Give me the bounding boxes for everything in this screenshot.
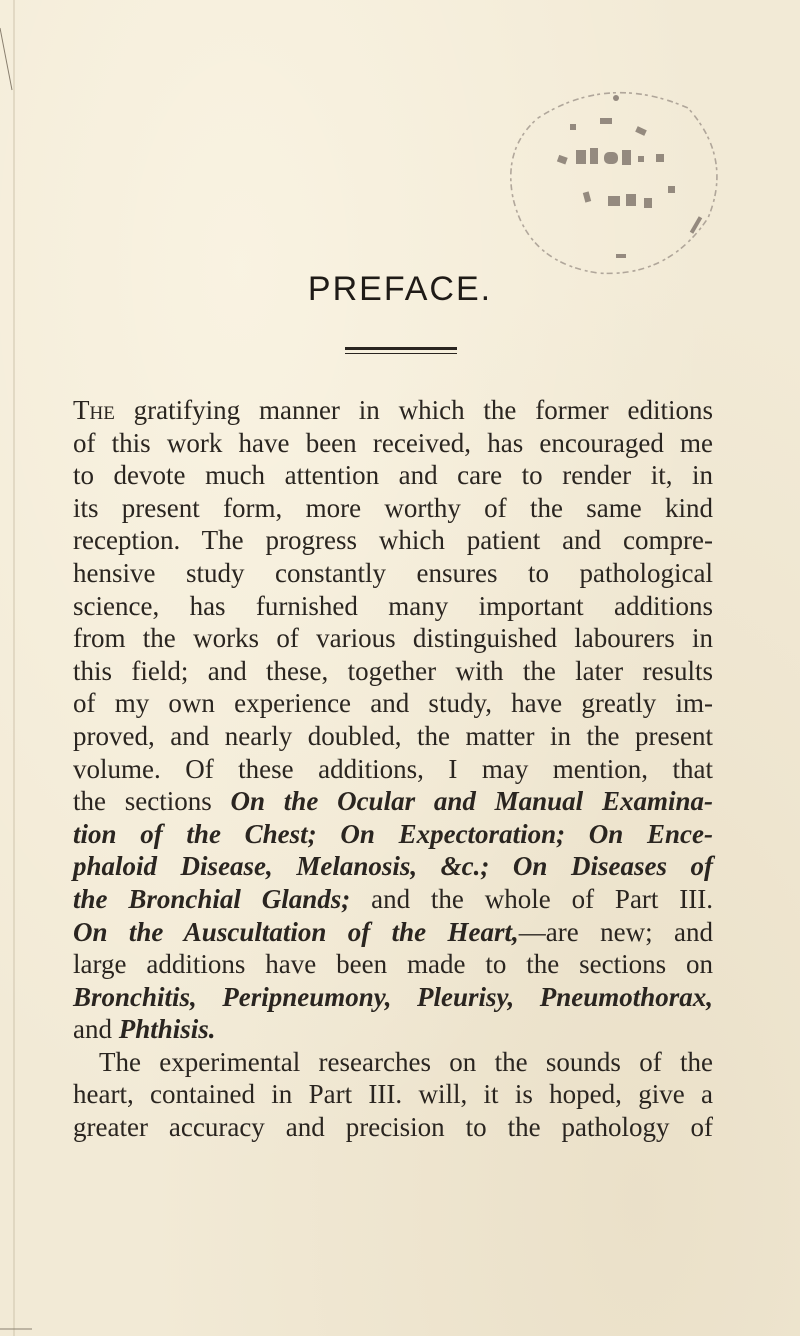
- text-line: heart, contained in Part III. will, it is hoped, give a: [73, 1079, 713, 1110]
- text-fragment: the sections: [73, 786, 231, 817]
- text-line: its present form, more worthy of the same kind: [73, 492, 713, 523]
- preface-body: [73, 394, 713, 1144]
- text-line: The experimental researches on the sounds of the: [99, 1046, 713, 1077]
- text-line: volume. Of these additions, I may mention, that: [73, 753, 713, 784]
- italic-section-title: tion of the Chest; On Expectoration; On Ence-: [73, 818, 713, 849]
- text-fragment: —are new; and: [518, 916, 713, 947]
- text-line: proved, and nearly doubled, the matter in the present: [73, 720, 713, 751]
- text-line: [73, 916, 713, 949]
- text-line: [73, 981, 713, 1014]
- text-line: [73, 818, 713, 851]
- text-line: of my own experience and study, have greatly im-: [73, 688, 713, 719]
- text-fragment: and the whole of Part III.: [350, 883, 713, 914]
- italic-section-title: On the Ocular and Manual Examina-: [230, 786, 713, 817]
- text-line: [73, 394, 713, 427]
- text-line: science, has furnished many important additions: [73, 590, 713, 621]
- title-rule-thick: [345, 347, 457, 350]
- text-line: this field; and these, together with the later results: [73, 655, 713, 686]
- top-left-fold-line: [0, 28, 12, 90]
- italic-section-title: Phthisis.: [118, 1014, 216, 1045]
- text-line: of this work have been received, has encouraged me: [73, 427, 713, 458]
- text-line: from the works of various distinguished labourers in: [73, 623, 713, 654]
- text-fragment: and: [73, 1014, 119, 1045]
- text-line: greater accuracy and precision to the pathology of: [73, 1112, 713, 1143]
- page-title: PREFACE.: [307, 270, 493, 308]
- italic-section-title: the Bronchial Glands;: [73, 883, 351, 914]
- italic-section-title: phaloid Disease, Melanosis, &c.; On Diseases of: [73, 851, 713, 882]
- italic-section-title: Bronchitis, Peripneumony, Pleurisy, Pneumothorax,: [73, 981, 713, 1012]
- opening-word: The: [73, 395, 115, 425]
- text-fragment: gratifying manner in which the former editions: [114, 395, 713, 425]
- text-line: to devote much attention and care to render it, in: [73, 460, 713, 491]
- text-line: hensive study constantly ensures to pathological: [73, 557, 713, 588]
- text-line: reception. The progress which patient and compre-: [73, 525, 713, 556]
- italic-section-title: On the Auscultation of the Heart,: [73, 916, 519, 947]
- text-line: [73, 883, 713, 916]
- title-rule-thin: [345, 353, 457, 354]
- library-stamp: [498, 78, 728, 288]
- text-line: [73, 850, 713, 883]
- text-line: [73, 1013, 713, 1046]
- text-line: large additions have been made to the sections on: [73, 949, 713, 980]
- text-line: [73, 785, 713, 818]
